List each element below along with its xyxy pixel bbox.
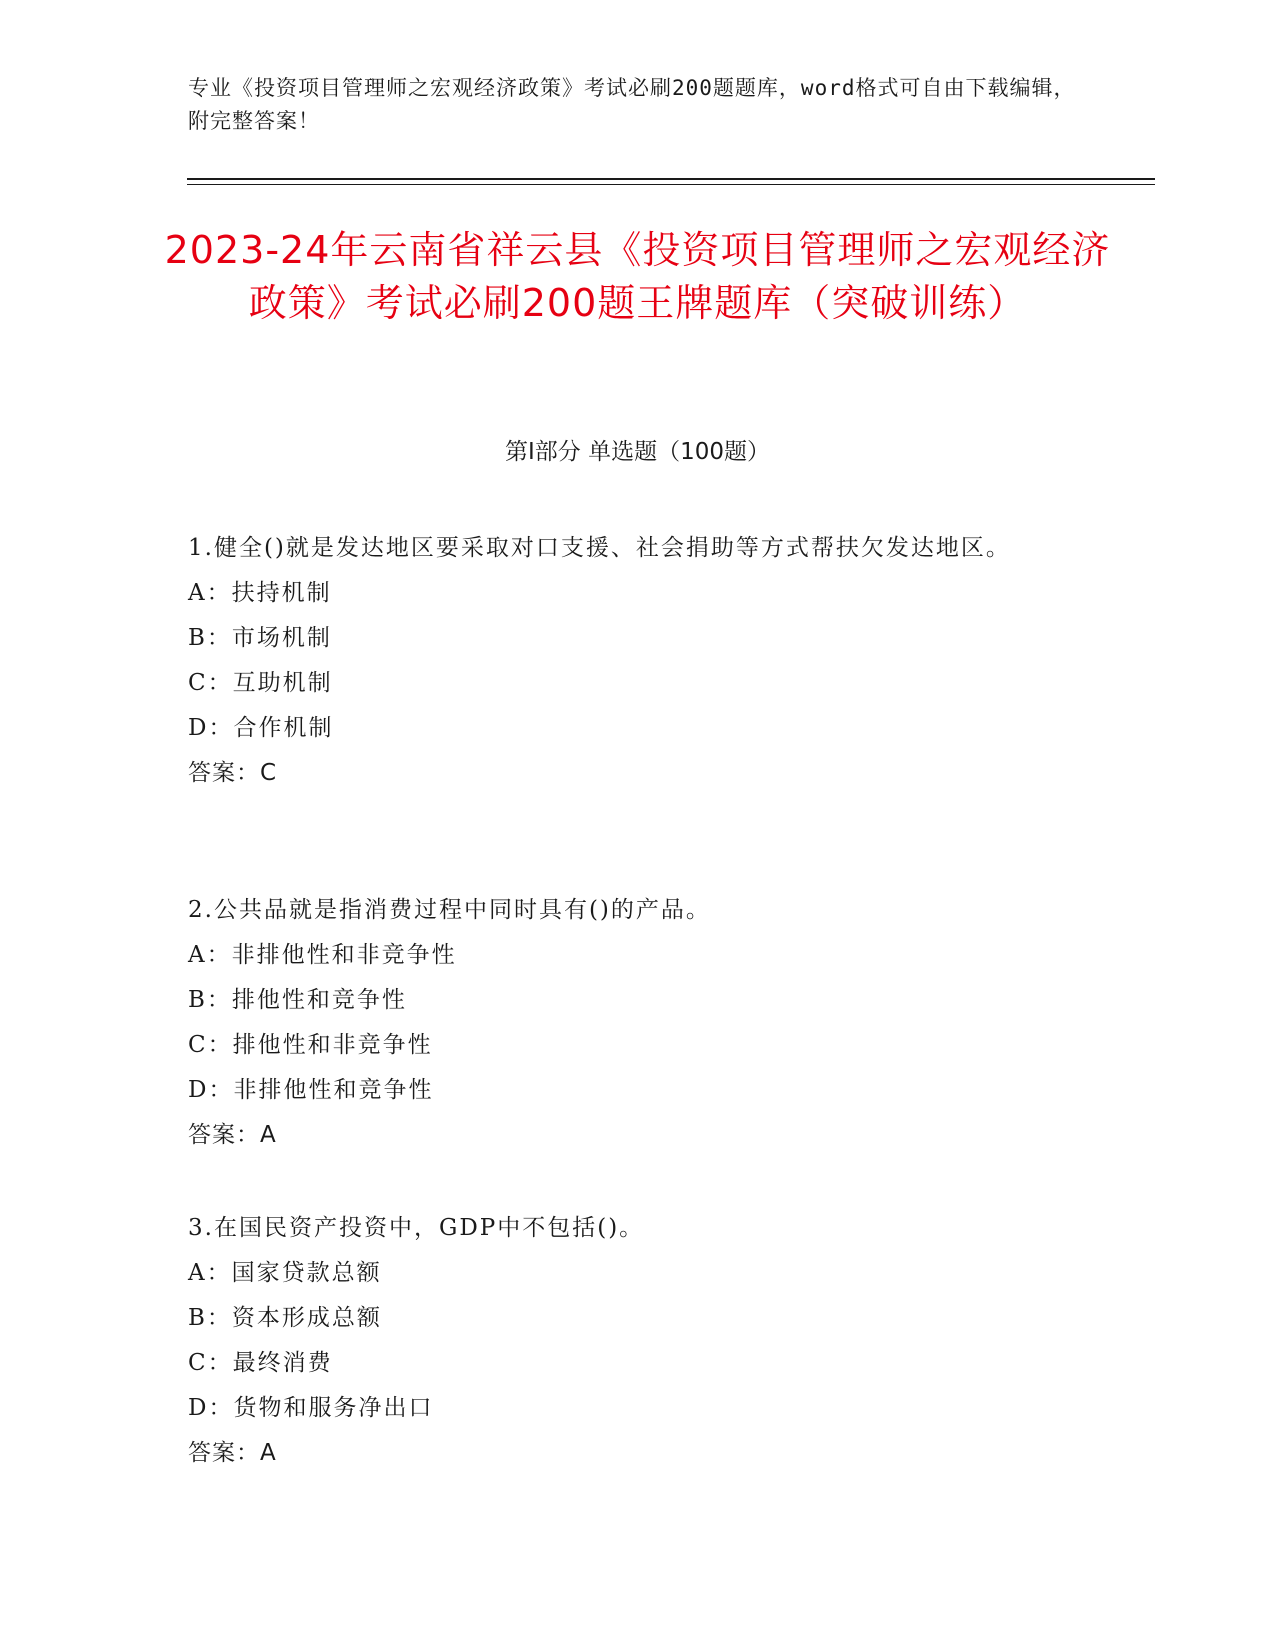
option-b: B：排他性和竞争性 — [188, 987, 407, 1013]
header-divider-thin — [187, 184, 1155, 185]
header-divider — [187, 178, 1155, 180]
question-stem: 1.健全()就是发达地区要采取对口支援、社会捐助等方式帮扶欠发达地区。 — [188, 535, 1011, 561]
answer-line: 答案：A — [188, 1122, 277, 1148]
section-title: 第I部分 单选题（100题） — [505, 439, 770, 465]
question-stem: 3.在国民资产投资中，GDP中不包括()。 — [188, 1215, 645, 1241]
option-a: A：非排他性和非竞争性 — [188, 942, 457, 968]
question-block — [188, 526, 1068, 796]
answer-line: 答案：C — [188, 760, 278, 786]
question-block — [188, 888, 1068, 1158]
answer-line: 答案：A — [188, 1440, 277, 1466]
option-a: A：扶持机制 — [188, 580, 332, 606]
option-d: D：非排他性和竞争性 — [188, 1077, 434, 1103]
option-b: B：资本形成总额 — [188, 1305, 382, 1331]
option-d: D：合作机制 — [188, 715, 334, 741]
question-block — [188, 1206, 1068, 1476]
intro-text: 专业《投资项目管理师之宏观经济政策》考试必刷200题题库，word格式可自由下载编辑，附完整答案！ — [188, 76, 1076, 133]
option-a: A：国家贷款总额 — [188, 1260, 382, 1286]
option-c: C：最终消费 — [188, 1350, 333, 1376]
option-d: D：货物和服务净出口 — [188, 1395, 434, 1421]
document-title: 2023-24年云南省祥云县《投资项目管理师之宏观经济政策》考试必刷200题王牌题库（突破训练） — [164, 228, 1111, 325]
option-c: C：互助机制 — [188, 670, 333, 696]
question-stem: 2.公共品就是指消费过程中同时具有()的产品。 — [188, 897, 711, 923]
option-c: C：排他性和非竞争性 — [188, 1032, 433, 1058]
option-b: B：市场机制 — [188, 625, 332, 651]
